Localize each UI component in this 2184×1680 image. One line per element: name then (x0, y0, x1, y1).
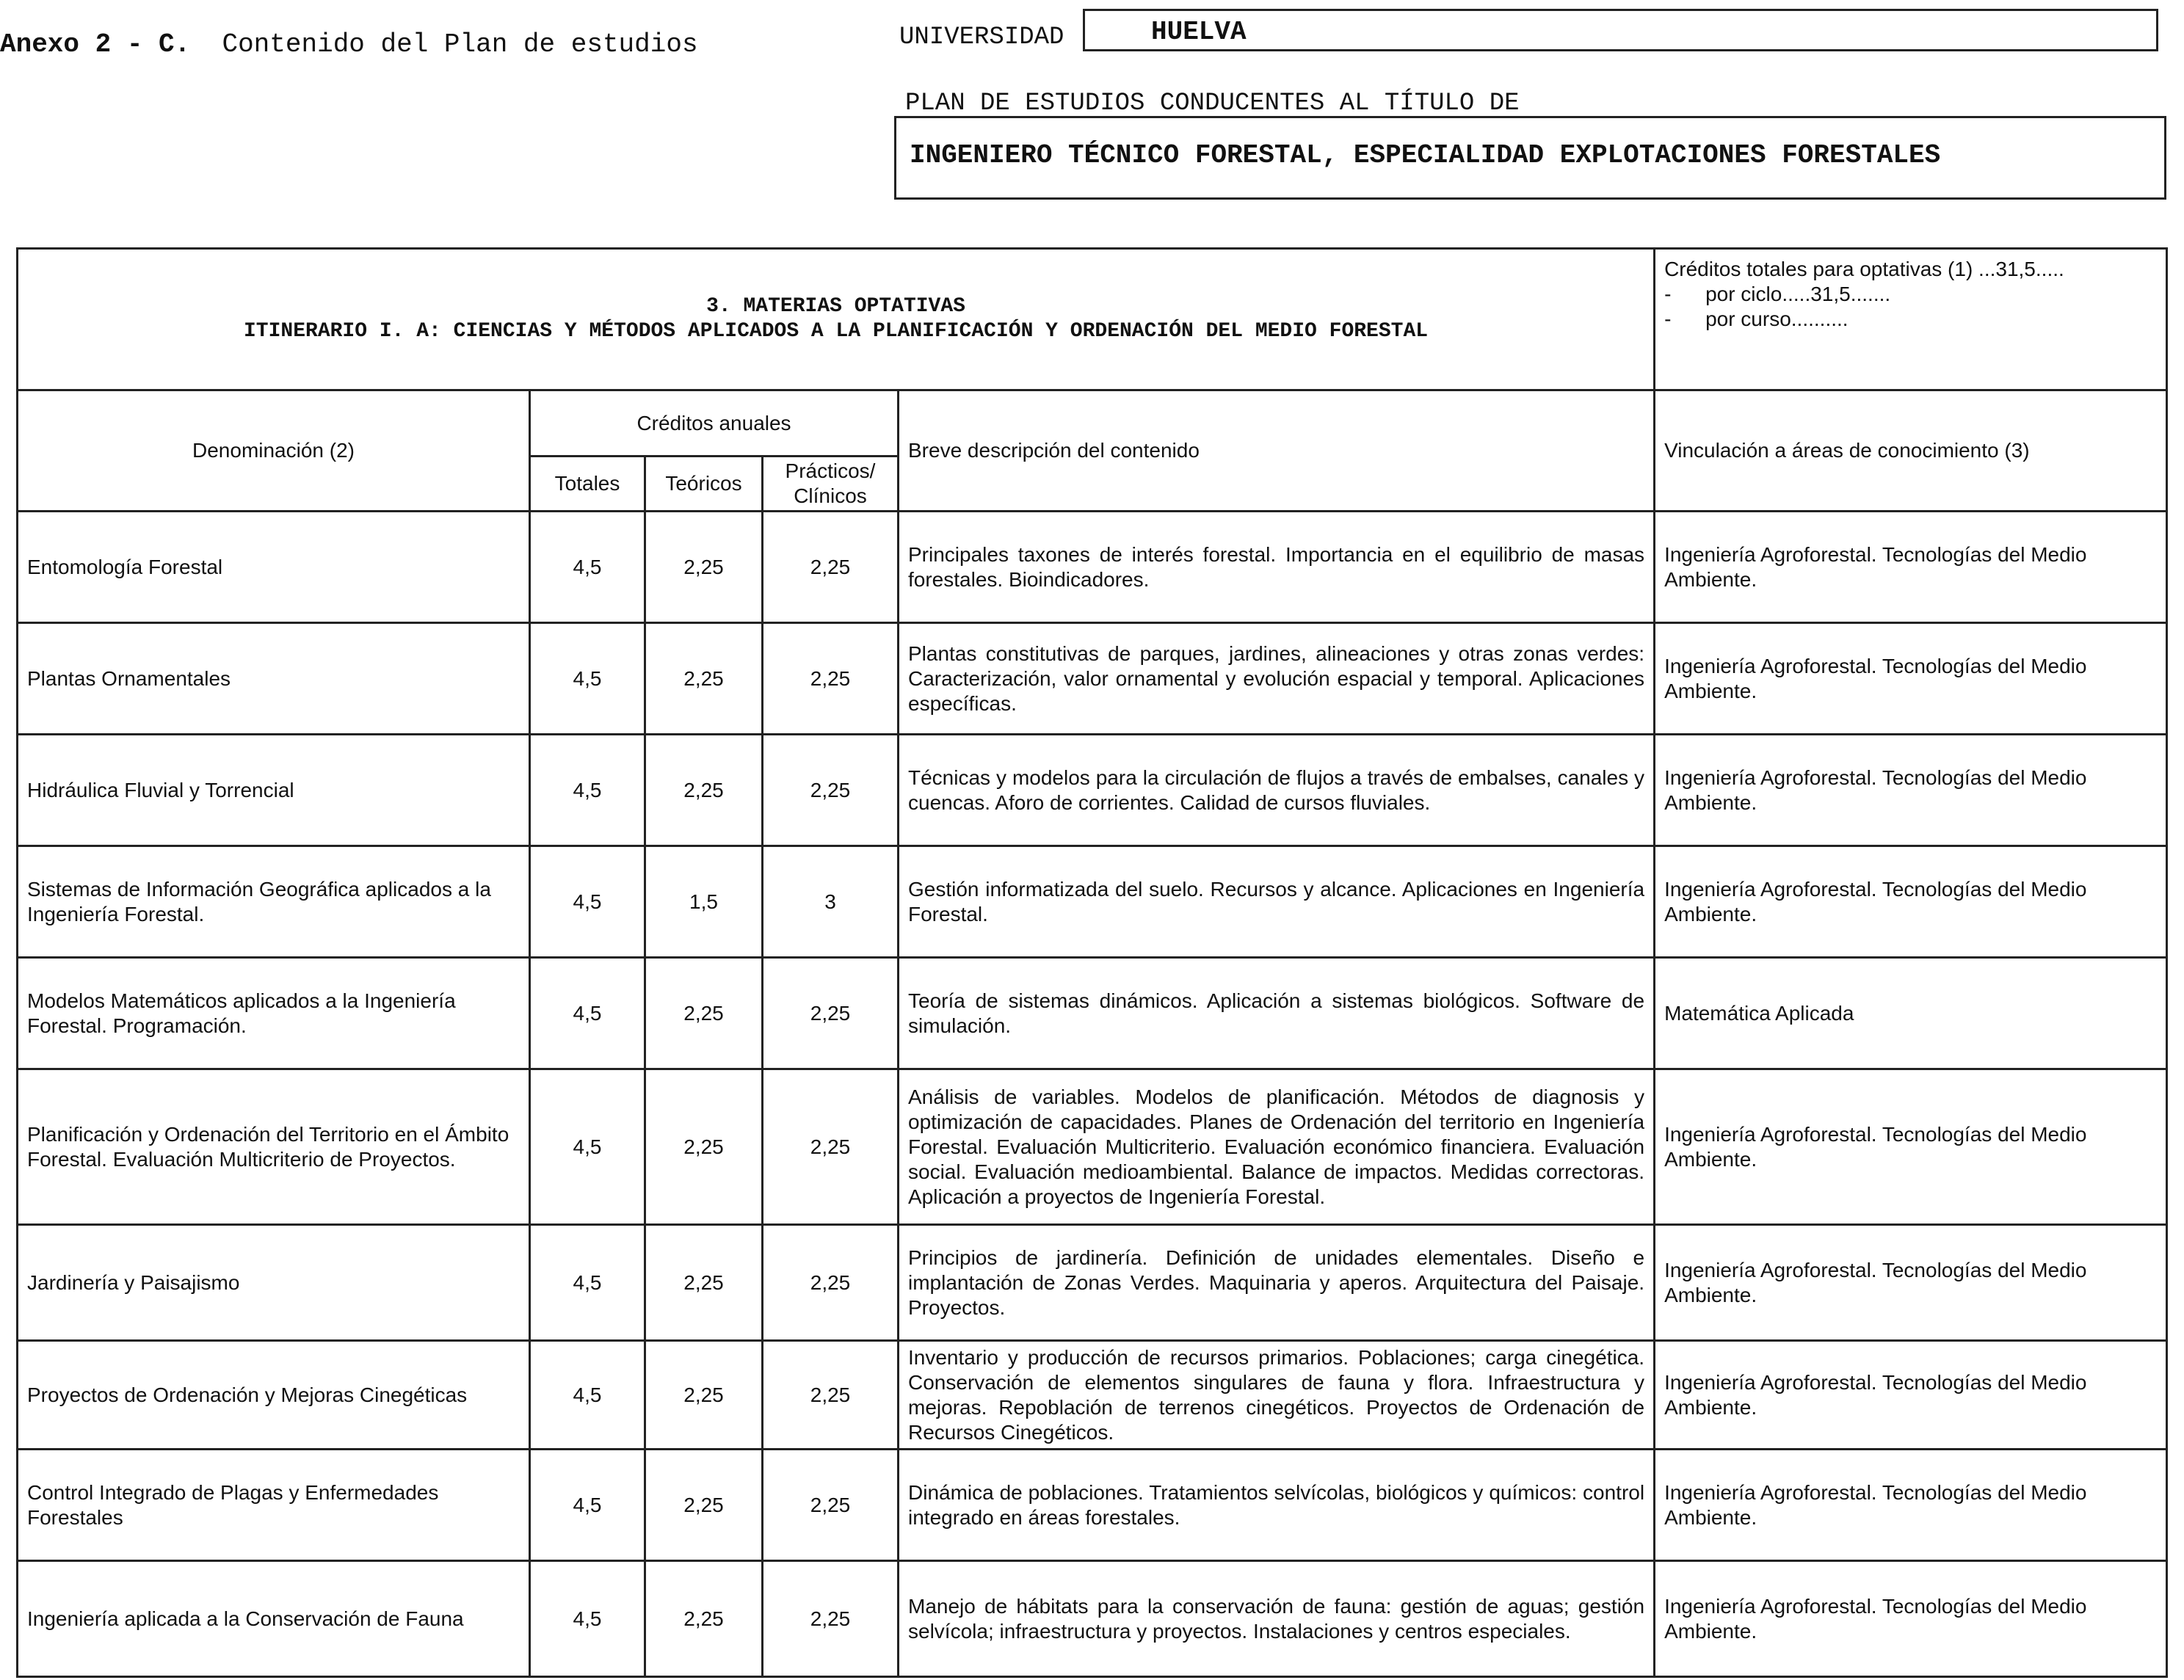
row-totales: 4,5 (530, 1069, 645, 1225)
row-teoricos: 2,25 (645, 958, 763, 1069)
row-practicos: 2,25 (763, 512, 899, 623)
table-title-row (18, 249, 2167, 390)
table-row (18, 1069, 2167, 1225)
row-description: Dinámica de poblaciones. Tratamientos selvícolas, biológicos y químicos: control integrado en áreas forestales. (899, 1450, 1655, 1561)
credits-total: Créditos totales para optativas (1) ...31,5..... (1664, 258, 2064, 280)
section-title: 3. MATERIAS OPTATIVAS (706, 295, 965, 318)
row-teoricos: 2,25 (645, 1341, 763, 1450)
row-practicos: 2,25 (763, 1225, 899, 1341)
row-areas: Ingeniería Agroforestal. Tecnologías del Medio Ambiente. (1655, 1069, 2167, 1225)
row-name: Ingeniería aplicada a la Conservación de Fauna (18, 1561, 530, 1677)
plan-label: PLAN DE ESTUDIOS CONDUCENTES AL TÍTULO DE (905, 90, 1520, 117)
row-description: Principales taxones de interés forestal. Importancia en el equilibrio de masas forestales. Bioindicadores. (899, 512, 1655, 623)
header-creditos-anuales: Créditos anuales (530, 390, 899, 457)
row-practicos: 2,25 (763, 1561, 899, 1677)
annex-text: Contenido del Plan de estudios (222, 29, 698, 59)
row-name: Planificación y Ordenación del Territorio en el Ámbito Forestal. Evaluación Multicriterio de Proyectos. (18, 1069, 530, 1225)
row-totales: 4,5 (530, 846, 645, 958)
row-areas: Ingeniería Agroforestal. Tecnologías del Medio Ambiente. (1655, 1225, 2167, 1341)
table-row (18, 735, 2167, 846)
row-description: Teoría de sistemas dinámicos. Aplicación a sistemas biológicos. Software de simulación. (899, 958, 1655, 1069)
row-totales: 4,5 (530, 735, 645, 846)
row-practicos: 3 (763, 846, 899, 958)
row-totales: 4,5 (530, 512, 645, 623)
row-totales: 4,5 (530, 1450, 645, 1561)
row-totales: 4,5 (530, 1225, 645, 1341)
row-name: Control Integrado de Plagas y Enfermedades Forestales (18, 1450, 530, 1561)
row-description: Gestión informatizada del suelo. Recursos y alcance. Aplicaciones en Ingeniería Forestal. (899, 846, 1655, 958)
row-teoricos: 2,25 (645, 1450, 763, 1561)
row-practicos: 2,25 (763, 1450, 899, 1561)
row-totales: 4,5 (530, 958, 645, 1069)
optativas-table (16, 247, 2168, 1678)
row-teoricos: 2,25 (645, 1561, 763, 1677)
table-row (18, 512, 2167, 623)
row-description: Inventario y producción de recursos primarios. Poblaciones; carga cinegética. Conservación de elementos singulares de fauna y flora. Infraestructura y mejoras. Repoblación de terrenos cinegéticos. Proyectos de Ordenación de Recursos Cinegéticos. (899, 1341, 1655, 1450)
row-practicos: 2,25 (763, 1069, 899, 1225)
row-name: Plantas Ornamentales (18, 623, 530, 735)
credits-ciclo: - por ciclo.....31,5....... (1664, 283, 1891, 305)
row-description: Manejo de hábitats para la conservación de fauna: gestión de aguas; gestión selvícola; infraestructura y proyectos. Instalaciones y centros especiales. (899, 1561, 1655, 1677)
header-vinculacion: Vinculación a áreas de conocimiento (3) (1655, 390, 2167, 512)
titulo-value: INGENIERO TÉCNICO FORESTAL, ESPECIALIDAD EXPLOTACIONES FORESTALES (910, 140, 1941, 170)
row-practicos: 2,25 (763, 623, 899, 735)
table-row (18, 958, 2167, 1069)
table-row (18, 846, 2167, 958)
row-totales: 4,5 (530, 623, 645, 735)
table-row (18, 1561, 2167, 1677)
row-name: Sistemas de Información Geográfica aplicados a la Ingeniería Forestal. (18, 846, 530, 958)
header-descripcion: Breve descripción del contenido (899, 390, 1655, 512)
row-areas: Ingeniería Agroforestal. Tecnologías del Medio Ambiente. (1655, 1450, 2167, 1561)
column-header-row-1 (18, 390, 2167, 457)
annex-label: Anexo 2 - C. (0, 29, 191, 59)
header-practicos: Prácticos/ Clínicos (763, 457, 899, 512)
row-areas: Ingeniería Agroforestal. Tecnologías del Medio Ambiente. (1655, 846, 2167, 958)
row-teoricos: 2,25 (645, 1225, 763, 1341)
header-denominacion: Denominación (2) (18, 390, 530, 512)
row-teoricos: 2,25 (645, 512, 763, 623)
row-description: Plantas constitutivas de parques, jardines, alineaciones y otras zonas verdes: Caracterización, valor ornamental y evolución espacial y temporal. Aplicaciones específicas. (899, 623, 1655, 735)
row-name: Jardinería y Paisajismo (18, 1225, 530, 1341)
row-teoricos: 1,5 (645, 846, 763, 958)
universidad-label: UNIVERSIDAD (899, 23, 1064, 51)
credits-info-cell (1655, 249, 2167, 390)
table-row (18, 623, 2167, 735)
row-name: Entomología Forestal (18, 512, 530, 623)
row-name: Proyectos de Ordenación y Mejoras Cinegéticas (18, 1341, 530, 1450)
row-totales: 4,5 (530, 1341, 645, 1450)
row-areas: Ingeniería Agroforestal. Tecnologías del Medio Ambiente. (1655, 735, 2167, 846)
table-title-cell (18, 249, 1655, 390)
row-teoricos: 2,25 (645, 1069, 763, 1225)
row-totales: 4,5 (530, 1561, 645, 1677)
universidad-box (1083, 9, 2158, 51)
row-description: Técnicas y modelos para la circulación de flujos a través de embalses, canales y cuencas. Aforo de corrientes. Calidad de cursos fluviales. (899, 735, 1655, 846)
credits-curso: - por curso.......... (1664, 308, 1849, 330)
titulo-box (894, 116, 2166, 200)
row-areas: Ingeniería Agroforestal. Tecnologías del Medio Ambiente. (1655, 512, 2167, 623)
table-row (18, 1341, 2167, 1450)
row-name: Modelos Matemáticos aplicados a la Ingeniería Forestal. Programación. (18, 958, 530, 1069)
header-teoricos: Teóricos (645, 457, 763, 512)
row-practicos: 2,25 (763, 958, 899, 1069)
table-row (18, 1225, 2167, 1341)
row-areas: Ingeniería Agroforestal. Tecnologías del Medio Ambiente. (1655, 1561, 2167, 1677)
itinerary-title: ITINERARIO I. A: CIENCIAS Y MÉTODOS APLICADOS A LA PLANIFICACIÓN Y ORDENACIÓN DEL MEDIO FORESTAL (244, 320, 1429, 343)
row-teoricos: 2,25 (645, 735, 763, 846)
row-teoricos: 2,25 (645, 623, 763, 735)
row-description: Análisis de variables. Modelos de planificación. Métodos de diagnosis y optimización de capacidades. Planes de Ordenación del territorio en Ingeniería Forestal. Evaluación Multicriterio. Evaluación económico financiera. Evaluación social. Evaluación medioambiental. Balance de impactos. Medidas correctoras. Aplicación a proyectos de Ingeniería Forestal. (899, 1069, 1655, 1225)
row-practicos: 2,25 (763, 735, 899, 846)
row-areas: Matemática Aplicada (1655, 958, 2167, 1069)
row-practicos: 2,25 (763, 1341, 899, 1450)
row-areas: Ingeniería Agroforestal. Tecnologías del Medio Ambiente. (1655, 1341, 2167, 1450)
universidad-value: HUELVA (1151, 17, 1247, 47)
header-totales: Totales (530, 457, 645, 512)
row-areas: Ingeniería Agroforestal. Tecnologías del Medio Ambiente. (1655, 623, 2167, 735)
row-name: Hidráulica Fluvial y Torrencial (18, 735, 530, 846)
row-description: Principios de jardinería. Definición de unidades elementales. Diseño e implantación de Zonas Verdes. Maquinaria y aperos. Arquitectura del Paisaje. Proyectos. (899, 1225, 1655, 1341)
table-row (18, 1450, 2167, 1561)
annex-heading (0, 29, 698, 59)
